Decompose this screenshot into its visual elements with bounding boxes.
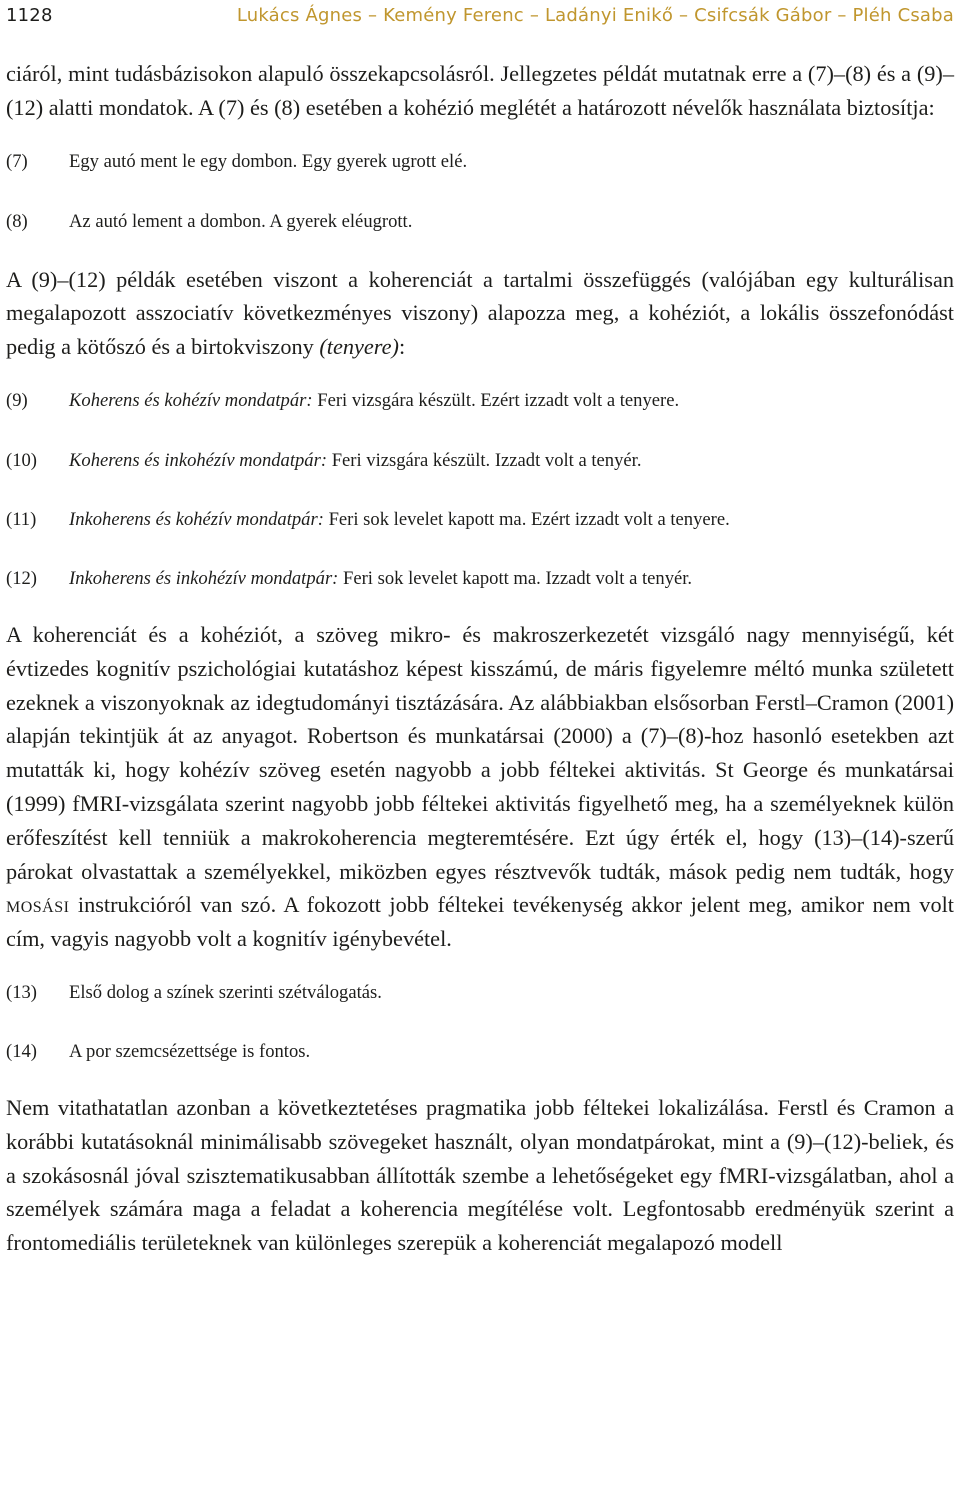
example-text [69,448,641,474]
page [6,0,954,1260]
example-11 [6,507,954,533]
example-sentence: Feri sok levelet kapott ma. Ezért izzadt volt a tenyere. [323,508,730,530]
paragraph-3-before: A koherenciát és a kohéziót, a szöveg mikro- és makroszerkezetét vizsgáló nagy mennyiségű, két évtizedes kognitív pszichológiai kutatáshoz képest kisszámú, de máris figyelemre méltó munka született ezeknek a viszonyoknak az idegtudományi tisztázására. Az alábbiakban elsősorban Ferstl–Cramon (2001) alapján tekintjük át az anyagot. Robertson és munkatársai (2000) a (7)–(8)-hoz hasonló esetekben azt mutatták ki, hogy kohézív szöveg esetén nagyobb a jobb féltekei aktivitás. St George és munkatársai (1999) fMRI-vizsgálata szerint nagyobb jobb féltekei aktivitás figyelhető meg, ha a személyeknek külön erőfeszítést kell tenniük a makrokoherencia megteremtésére. Ezt úgy érték el, hogy (13)–(14)-szerű párokat olvastattak a személyekkel, miközben egyes résztvevők tudták, mások pedig nem tudták, hogy [6,621,954,884]
example-8 [6,209,954,235]
paragraph-4: Nem vitathatatlan azonban a következtetéses pragmatika jobb féltekei lokalizálása. Ferstl és Cramon a korábbi kutatásoknál minimálisabb szövegeket használt, olyan mondatpárokat, mint a (9)–(12)-beliek, és a szokásosnál jóval szisztematikusabban állították szembe a lehetőségeket egy fMRI-vizsgálatban, ahol a személyek számára maga a feladat a koherencia megítélése volt. Legfontosabb eredményük szerint a frontomediális területeknek van különleges szerepük a koherenciát megalapozó modell [6,1094,954,1256]
example-number: (7) [6,150,28,172]
example-number: (12) [6,567,37,589]
example-9 [6,388,954,414]
running-head-authors: Lukács Ágnes – Kemény Ferenc – Ladányi Enikő – Csifcsák Gábor – Pléh Csaba [236,5,954,26]
example-number: (11) [6,508,37,530]
example-number: (8) [6,210,28,232]
paragraph-1: ciáról, mint tudásbázisokon alapuló összekapcsolásról. Jellegzetes példát mutatnak erre a (7)–(8) és a (9)–(12) alatti mondatok. A (7) és (8) esetében a kohézió meglétét a határozott névelők használata biztosítja: [6,61,954,120]
paragraph-3-after: instrukcióról van szó. A fokozott jobb féltekei tevékenység akkor jelent meg, amikor nem volt cím, vagyis nagyobb volt a kognitív igénybevétel. [6,892,954,952]
example-12 [6,566,954,592]
running-header [6,3,954,37]
example-number: (10) [6,449,37,471]
paragraph-2-end: : [398,334,406,360]
example-text: Egy autó ment le egy dombon. Egy gyerek ugrott elé. [69,150,468,172]
paragraph-2 [6,263,954,364]
paragraph-2-main: A (9)–(12) példák esetében viszont a koherenciát a tartalmi összefüggés (valójában egy kulturálisan megalapozott asszociatív következményes viszony) alapozza meg, a kohéziót, a lokális összefonódást pedig a kötőszó és a birtokviszony [6,266,954,360]
example-14 [6,1039,954,1065]
example-text: Első dolog a színek szerinti szétválogatás. [69,981,382,1003]
example-text: Az autó lement a dombon. A gyerek eléugrott. [69,210,413,232]
example-label: Koherens és inkohézív mondatpár: [69,449,328,471]
example-text [69,388,679,414]
example-sentence: Feri vizsgára készült. Izzadt volt a tenyér. [327,449,642,471]
example-label: Inkoherens és inkohézív mondatpár: [69,567,339,589]
paragraph-3-smallcaps: mosási [6,892,70,918]
example-number: (14) [6,1040,37,1062]
example-sentence: Feri sok levelet kapott ma. Izzadt volt a tenyér. [338,567,693,589]
example-text [69,507,730,533]
example-text [69,566,692,592]
example-sentence: Feri vizsgára készült. Ezért izzadt volt a tenyere. [312,389,680,411]
example-text: A por szemcsézettsége is fontos. [69,1040,311,1062]
paragraph-2-italic: (tenyere) [319,334,399,360]
paragraph-3 [6,618,954,956]
example-number: (9) [6,389,28,411]
example-10 [6,448,954,474]
example-label: Inkoherens és kohézív mondatpár: [69,508,324,530]
page-number: 1128 [6,5,53,26]
example-label: Koherens és kohézív mondatpár: [69,389,313,411]
example-7 [6,149,954,175]
example-13 [6,980,954,1006]
example-number: (13) [6,981,37,1003]
